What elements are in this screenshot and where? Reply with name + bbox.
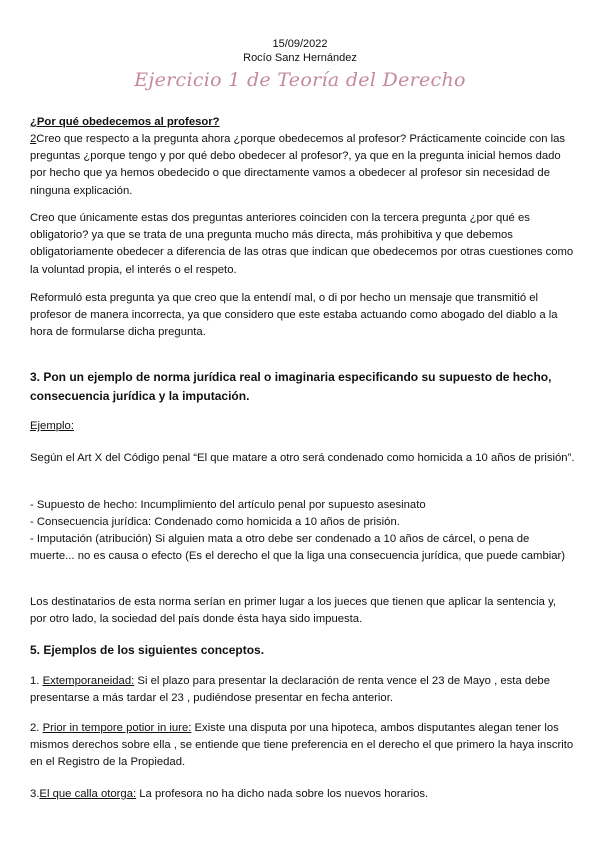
concept-term: Prior in tempore potior in iure: (42, 722, 192, 734)
item-number: 3. (30, 788, 40, 800)
paragraph-example-article: Según el Art X del Código penal “El que matare a otro será condenado como homicida a 10 años de prisión”. (30, 452, 575, 464)
paragraph-number: 2 (30, 133, 37, 145)
paragraph-obedience-1 (30, 131, 575, 200)
item-number: 2. (30, 722, 43, 734)
document-title: Ejercicio 1 de Teoría del Derecho (134, 69, 466, 91)
section-heading-5: 5. Ejemplos de los siguientes conceptos. (30, 643, 265, 657)
paragraph-obedience-2: Creo que únicamente estas dos preguntas anteriores coinciden con la tercera pregunta ¿por qué es obligatorio? ya que se trata de una pregunta mucho más directa, más prohibitiva y que debemos obligatoriamente obedecer a diferencia de las otras que indican que obedecemos por otras cuestiones como la voluntad propia, el interés o el respeto. (30, 212, 574, 276)
concept-term: El que calla otorga: (39, 788, 137, 800)
document-author: Rocío Sanz Hernández (243, 52, 357, 64)
section-heading-obedience: ¿Por qué obedecemos al profesor? (30, 116, 220, 128)
paragraph-obedience-3: Reformuló esta pregunta ya que creo que la entendí mal, o di por hecho un mensaje que transmitió el profesor de manera incorrecta, ya que considero que este estaba actuando como abogado del diablo a la hora de formularse dicha pregunta. (30, 292, 558, 339)
bullet-consecuencia: - Consecuencia jurídica: Condenado como homicida a 10 años de prisión. (30, 516, 400, 528)
bullet-imputacion: - Imputación (atribución) Si alguien mata a otro debe ser condenado a 10 años de cárcel, o pena de muerte... no es causa o efecto (Es el derecho el que la liga una consecuencia jurídica, que puede cambiar) (30, 533, 566, 563)
document-date: 15/09/2022 (272, 38, 328, 50)
concept-item-2 (30, 720, 575, 772)
paragraph-text: Creo que respecto a la pregunta ahora ¿porque obedecemos al profesor? Prácticamente coincide con las preguntas ¿porque tengo y por qué debo obedecer al profesor?, ya que en la pregunta inicial hemos dado por hecho que ya hemos obedecido o que directamente vamos a obedecer al profesor sin necesidad de ninguna explicación. (30, 133, 566, 197)
concept-item-1 (30, 673, 575, 707)
example-label: Ejemplo: (30, 420, 74, 432)
paragraph-destinatarios: Los destinatarios de esta norma serían en primer lugar a los jueces que tienen que aplicar la sentencia y, por otro lado, la sociedad del país donde ésta haya sido impuesta. (30, 596, 557, 626)
item-number: 1. (30, 675, 43, 687)
bullet-supuesto: - Supuesto de hecho: Incumplimiento del artículo penal por supuesto asesinato (30, 499, 426, 511)
concept-text: Existe una disputa por una hipoteca, ambos disputantes alegan tener los mismos derechos sobre ella , se entiende que tiene preferencia en el derecho el que primero la haya inscrito en el Registro de la Propiedad. (30, 722, 574, 769)
concept-item-3 (30, 786, 575, 803)
concept-text: Si el plazo para presentar la declaración de renta vence el 23 de Mayo , esta debe presentarse a más tardar el 23 , pudiéndose presentar en fecha anterior. (30, 675, 550, 705)
concept-term: Extemporaneidad: (42, 675, 135, 687)
section-heading-3: 3. Pon un ejemplo de norma jurídica real o imaginaria especificando su supuesto de hecho, consecuencia jurídica y la imputación. (30, 370, 552, 403)
concept-text: La profesora no ha dicho nada sobre los nuevos horarios. (136, 788, 429, 800)
